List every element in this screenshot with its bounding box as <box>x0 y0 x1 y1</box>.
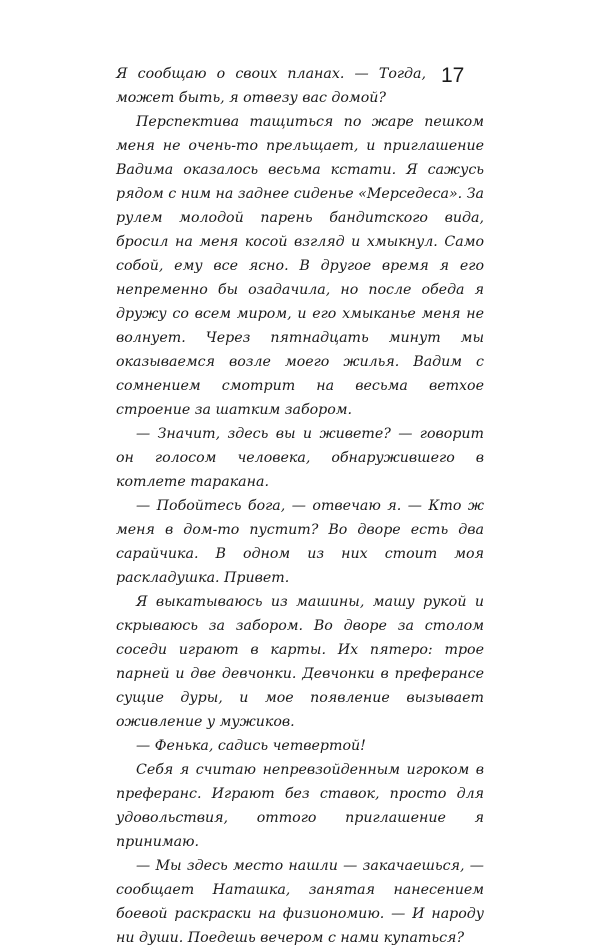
page-number: 17 <box>441 64 465 87</box>
paragraph-8: — Мы здесь место нашли — закачаешься, — сообщает Наташка, занятая нанесением боевой раскраски на физиономию. — И народу ни души. Поедешь вечером с нами купаться? <box>116 858 484 946</box>
paragraph-7: Себя я считаю непревзойденным игроком в преферанс. Играют без ставок, просто для удовольствия, оттого приглашение я принимаю. <box>116 762 484 850</box>
paragraph-5: Я выкатываюсь из машины, машу рукой и скрываюсь за забором. Во дворе за столом соседи играют в карты. Их пятеро: трое парней и две девчонки. Девчонки в преферансе сущие дуры, и мое появление вызывает оживление у мужиков. <box>116 594 484 730</box>
paragraph-6: — Фенька, садись четвертой! <box>136 738 366 754</box>
paragraph-2: Перспектива тащиться по жаре пешком меня не очень-то прельщает, и приглашение Вадима оказалось весьма кстати. Я сажусь рядом с ним на заднее сиденье «Мерседеса». За рулем молодой парень бандитского вида, бросил на меня косой взгляд и хмыкнул. Само собой, ему все ясно. В другое время я его непременно бы озадачила, но после обеда я дружу со всем миром, и его хмыканье меня не волнует. Через пятнадцать минут мы оказываемся возле моего жилья. Вадим с сомнением смотрит на весьма ветхое строение за шатким забором. <box>116 114 484 418</box>
paragraph-3: — Значит, здесь вы и живете? — говорит он голосом человека, обнаружившего в котлете таракана. <box>116 426 484 490</box>
paragraph-4: — Побойтесь бога, — отвечаю я. — Кто ж меня в дом-то пустит? Во дворе есть два сарайчика. В одном из них стоит моя раскладушка. Привет. <box>116 498 484 586</box>
paragraph-1: Я сообщаю о своих планах. — Тогда, может быть, я отвезу вас домой? <box>116 66 426 106</box>
page-text <box>116 62 484 950</box>
